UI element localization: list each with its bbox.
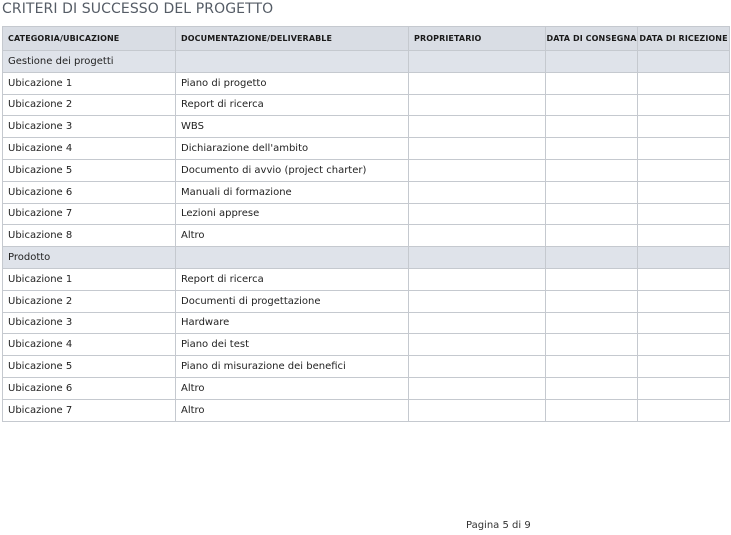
cell-data-consegna xyxy=(546,138,638,160)
table-row xyxy=(3,225,730,247)
cell-documentazione: Altro xyxy=(176,399,409,421)
cell-categoria: Ubicazione 1 xyxy=(3,72,176,94)
cell-data-ricezione xyxy=(638,203,730,225)
table-row xyxy=(3,116,730,138)
table-row xyxy=(3,399,730,421)
cell-categoria: Ubicazione 3 xyxy=(3,312,176,334)
column-header-documentazione: DOCUMENTAZIONE/DELIVERABLE xyxy=(176,27,409,51)
cell-data-ricezione xyxy=(638,138,730,160)
cell-data-ricezione xyxy=(638,116,730,138)
cell-proprietario xyxy=(409,356,546,378)
cell-data-ricezione xyxy=(638,334,730,356)
table-row xyxy=(3,290,730,312)
table-row xyxy=(3,138,730,160)
cell-categoria: Ubicazione 4 xyxy=(3,138,176,160)
cell-data-consegna xyxy=(546,377,638,399)
section-row xyxy=(3,247,730,269)
cell-proprietario xyxy=(409,203,546,225)
section-row xyxy=(3,51,730,73)
page-number: Pagina 5 di 9 xyxy=(466,520,531,531)
cell-proprietario xyxy=(409,268,546,290)
cell-data-consegna xyxy=(546,399,638,421)
cell-data-ricezione xyxy=(638,268,730,290)
cell-data-ricezione xyxy=(638,377,730,399)
cell-documentazione: Report di ricerca xyxy=(176,94,409,116)
cell-data-consegna xyxy=(546,51,638,73)
cell-data-ricezione xyxy=(638,51,730,73)
table-row xyxy=(3,94,730,116)
cell-data-consegna xyxy=(546,181,638,203)
success-criteria-table xyxy=(2,26,730,422)
cell-categoria: Ubicazione 5 xyxy=(3,159,176,181)
cell-data-ricezione xyxy=(638,356,730,378)
header-row xyxy=(3,27,730,51)
cell-data-consegna xyxy=(546,268,638,290)
cell-categoria: Ubicazione 2 xyxy=(3,290,176,312)
cell-proprietario xyxy=(409,159,546,181)
cell-data-ricezione xyxy=(638,399,730,421)
cell-categoria: Ubicazione 4 xyxy=(3,334,176,356)
cell-documentazione: Documenti di progettazione xyxy=(176,290,409,312)
cell-proprietario xyxy=(409,94,546,116)
table-row xyxy=(3,159,730,181)
cell-categoria: Ubicazione 6 xyxy=(3,377,176,399)
cell-data-ricezione xyxy=(638,72,730,94)
column-header-proprietario: PROPRIETARIO xyxy=(409,27,546,51)
column-header-categoria: CATEGORIA/UBICAZIONE xyxy=(3,27,176,51)
cell-documentazione: Altro xyxy=(176,377,409,399)
cell-categoria: Ubicazione 7 xyxy=(3,399,176,421)
table-row xyxy=(3,203,730,225)
cell-categoria: Ubicazione 1 xyxy=(3,268,176,290)
table-row xyxy=(3,72,730,94)
cell-proprietario xyxy=(409,51,546,73)
cell-data-ricezione xyxy=(638,159,730,181)
cell-data-ricezione xyxy=(638,94,730,116)
cell-proprietario xyxy=(409,72,546,94)
cell-data-consegna xyxy=(546,247,638,269)
cell-proprietario xyxy=(409,334,546,356)
cell-data-consegna xyxy=(546,203,638,225)
cell-data-consegna xyxy=(546,290,638,312)
cell-proprietario xyxy=(409,116,546,138)
table-row xyxy=(3,312,730,334)
cell-documentazione: Piano dei test xyxy=(176,334,409,356)
cell-proprietario xyxy=(409,138,546,160)
cell-data-ricezione xyxy=(638,312,730,334)
table-row xyxy=(3,181,730,203)
cell-documentazione: Manuali di formazione xyxy=(176,181,409,203)
cell-data-ricezione xyxy=(638,181,730,203)
column-header-data-ricezione: DATA DI RICEZIONE xyxy=(638,27,730,51)
cell-categoria: Ubicazione 5 xyxy=(3,356,176,378)
cell-data-ricezione xyxy=(638,225,730,247)
cell-proprietario xyxy=(409,377,546,399)
cell-data-consegna xyxy=(546,225,638,247)
page-title: CRITERI DI SUCCESSO DEL PROGETTO xyxy=(2,1,274,17)
cell-proprietario xyxy=(409,247,546,269)
cell-categoria: Ubicazione 7 xyxy=(3,203,176,225)
cell-categoria: Prodotto xyxy=(3,247,176,269)
table-row xyxy=(3,334,730,356)
cell-documentazione: Documento di avvio (project charter) xyxy=(176,159,409,181)
cell-proprietario xyxy=(409,312,546,334)
table-header xyxy=(3,27,730,51)
cell-proprietario xyxy=(409,399,546,421)
cell-documentazione: Hardware xyxy=(176,312,409,334)
cell-categoria: Ubicazione 2 xyxy=(3,94,176,116)
cell-proprietario xyxy=(409,225,546,247)
cell-documentazione: Dichiarazione dell'ambito xyxy=(176,138,409,160)
cell-data-ricezione xyxy=(638,247,730,269)
cell-categoria: Ubicazione 3 xyxy=(3,116,176,138)
cell-documentazione xyxy=(176,247,409,269)
cell-proprietario xyxy=(409,290,546,312)
cell-data-consegna xyxy=(546,116,638,138)
cell-data-consegna xyxy=(546,334,638,356)
cell-documentazione: Altro xyxy=(176,225,409,247)
table-row xyxy=(3,268,730,290)
cell-documentazione: Piano di progetto xyxy=(176,72,409,94)
table-row xyxy=(3,377,730,399)
cell-data-ricezione xyxy=(638,290,730,312)
cell-categoria: Gestione dei progetti xyxy=(3,51,176,73)
cell-proprietario xyxy=(409,181,546,203)
table-row xyxy=(3,356,730,378)
cell-documentazione: WBS xyxy=(176,116,409,138)
cell-data-consegna xyxy=(546,312,638,334)
column-header-data-consegna: DATA DI CONSEGNA xyxy=(546,27,638,51)
cell-data-consegna xyxy=(546,159,638,181)
cell-data-consegna xyxy=(546,94,638,116)
cell-documentazione: Lezioni apprese xyxy=(176,203,409,225)
cell-categoria: Ubicazione 6 xyxy=(3,181,176,203)
cell-data-consegna xyxy=(546,72,638,94)
cell-documentazione: Piano di misurazione dei benefici xyxy=(176,356,409,378)
cell-documentazione xyxy=(176,51,409,73)
cell-categoria: Ubicazione 8 xyxy=(3,225,176,247)
table-body xyxy=(3,51,730,422)
cell-documentazione: Report di ricerca xyxy=(176,268,409,290)
cell-data-consegna xyxy=(546,356,638,378)
